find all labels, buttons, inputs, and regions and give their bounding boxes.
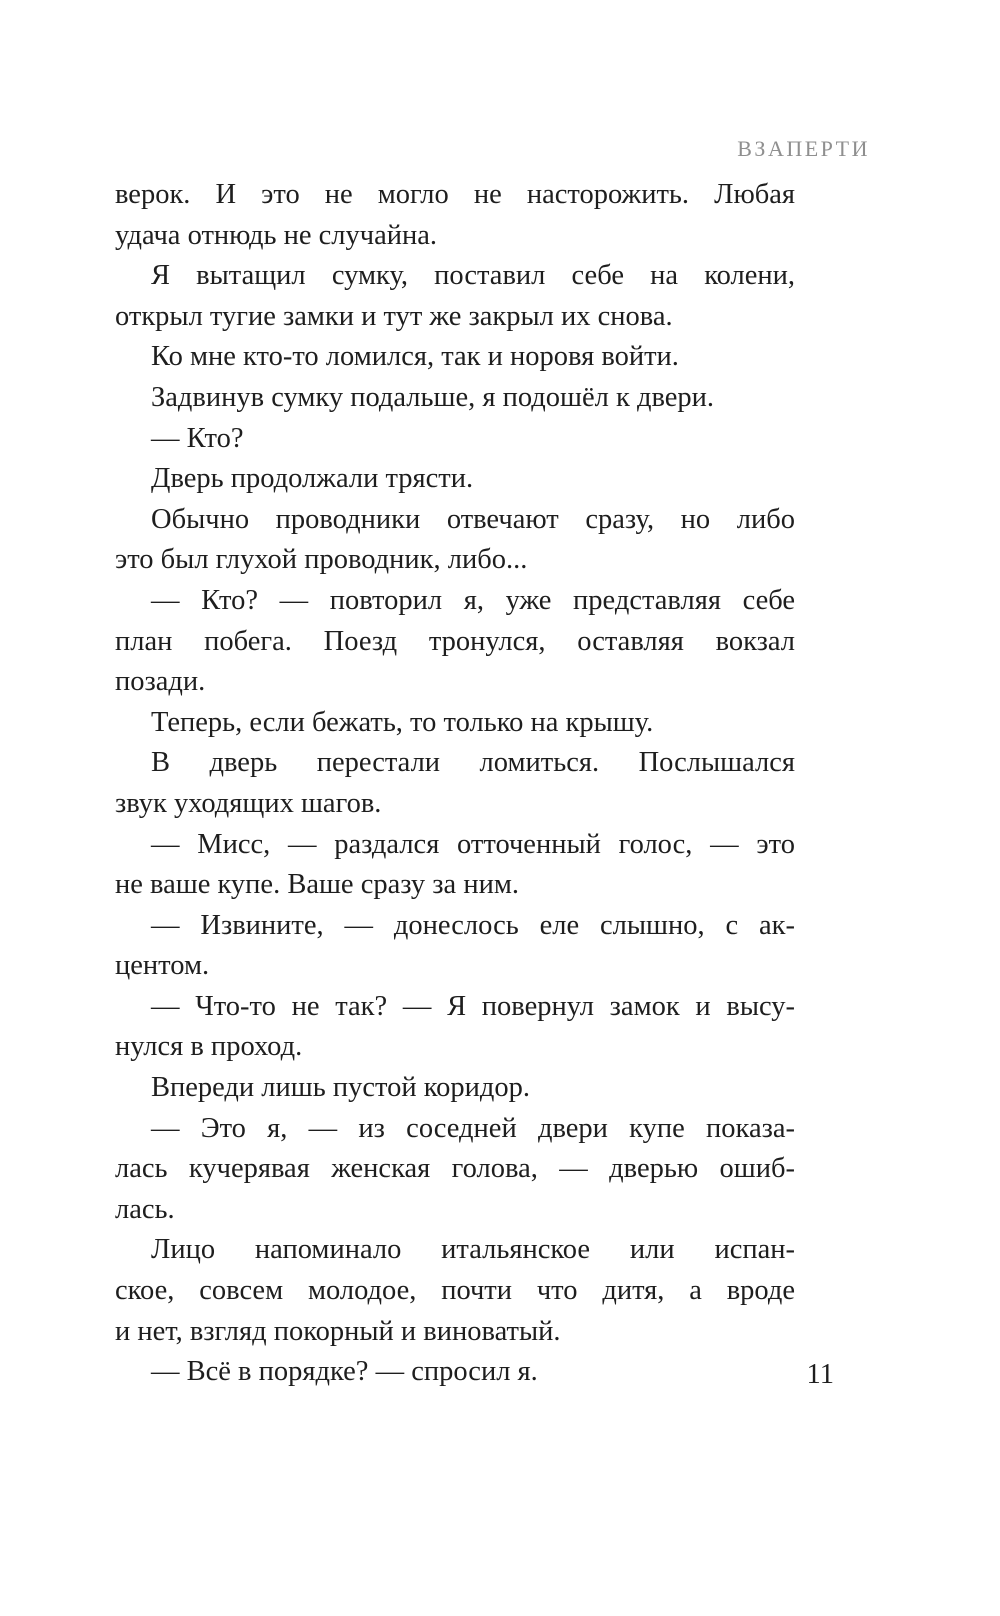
text-line: верок. И это не могло не насторожить. Любая [115,179,795,210]
body-text [115,175,795,1393]
paragraph [115,1068,795,1109]
text-line: Ко мне кто-то ломился, так и норовя войти. [151,341,679,373]
paragraph [115,743,795,824]
text-line: — Кто? [151,422,244,454]
paragraph [115,703,795,744]
paragraph [115,500,795,581]
paragraph [115,1230,795,1352]
paragraph [115,987,795,1068]
text-line: и нет, взгляд покорный и виноватый. [115,1315,561,1347]
paragraph [115,175,795,256]
text-line: Теперь, если бежать, то только на крышу. [151,706,654,738]
text-line: — Это я, — из соседней двери купе показа- [151,1112,795,1144]
paragraph [115,581,795,703]
text-line: В дверь перестали ломиться. Послышался [151,747,795,779]
text-line: удача отнюдь не случайна. [115,219,438,251]
paragraph [115,1109,795,1231]
text-line: ское, совсем молодое, почти что дитя, а вроде [115,1275,795,1307]
text-line: нулся в проход. [115,1031,303,1063]
text-line: Дверь продолжали трясти. [151,463,474,495]
running-header: ВЗАПЕРТИ [737,136,870,161]
paragraph [115,906,795,987]
text-line: центом. [115,950,210,982]
paragraph [115,825,795,906]
paragraph [115,459,795,500]
text-line: открыл тугие замки и тут же закрыл их снова. [115,300,673,332]
text-line: Впереди лишь пустой коридор. [151,1072,530,1104]
text-line: звук уходящих шагов. [115,787,382,819]
text-line: Лицо напоминало итальянское или испан- [151,1234,795,1266]
text-line: план побега. Поезд тронулся, оставляя вокзал [115,625,795,657]
page-number: 11 [806,1359,834,1390]
text-line: лась. [115,1193,175,1225]
text-line: Обычно проводники отвечают сразу, но либо [151,503,795,535]
paragraph [115,378,795,419]
text-line: — Всё в порядке? — спросил я. [151,1356,538,1388]
text-line: это был глухой проводник, либо... [115,544,528,576]
paragraph [115,337,795,378]
text-line: позади. [115,666,206,698]
text-line: не ваше купе. Ваше сразу за ним. [115,869,519,901]
text-line: — Извините, — донеслось еле слышно, с ак- [151,909,795,941]
paragraph [115,256,795,337]
text-line: — Что-то не так? — Я повернул замок и высу- [151,990,795,1022]
text-line: лась кучерявая женская голова, — дверью ошиб- [115,1153,795,1185]
text-line: — Кто? — повторил я, уже представляя себе [151,584,795,616]
text-line: — Мисс, — раздался отточенный голос, — это [151,828,795,860]
paragraph [115,1352,795,1393]
text-line: Задвинув сумку подальше, я подошёл к двери. [151,381,715,413]
text-line: Я вытащил сумку, поставил себе на колени, [151,260,795,292]
paragraph [115,419,795,460]
